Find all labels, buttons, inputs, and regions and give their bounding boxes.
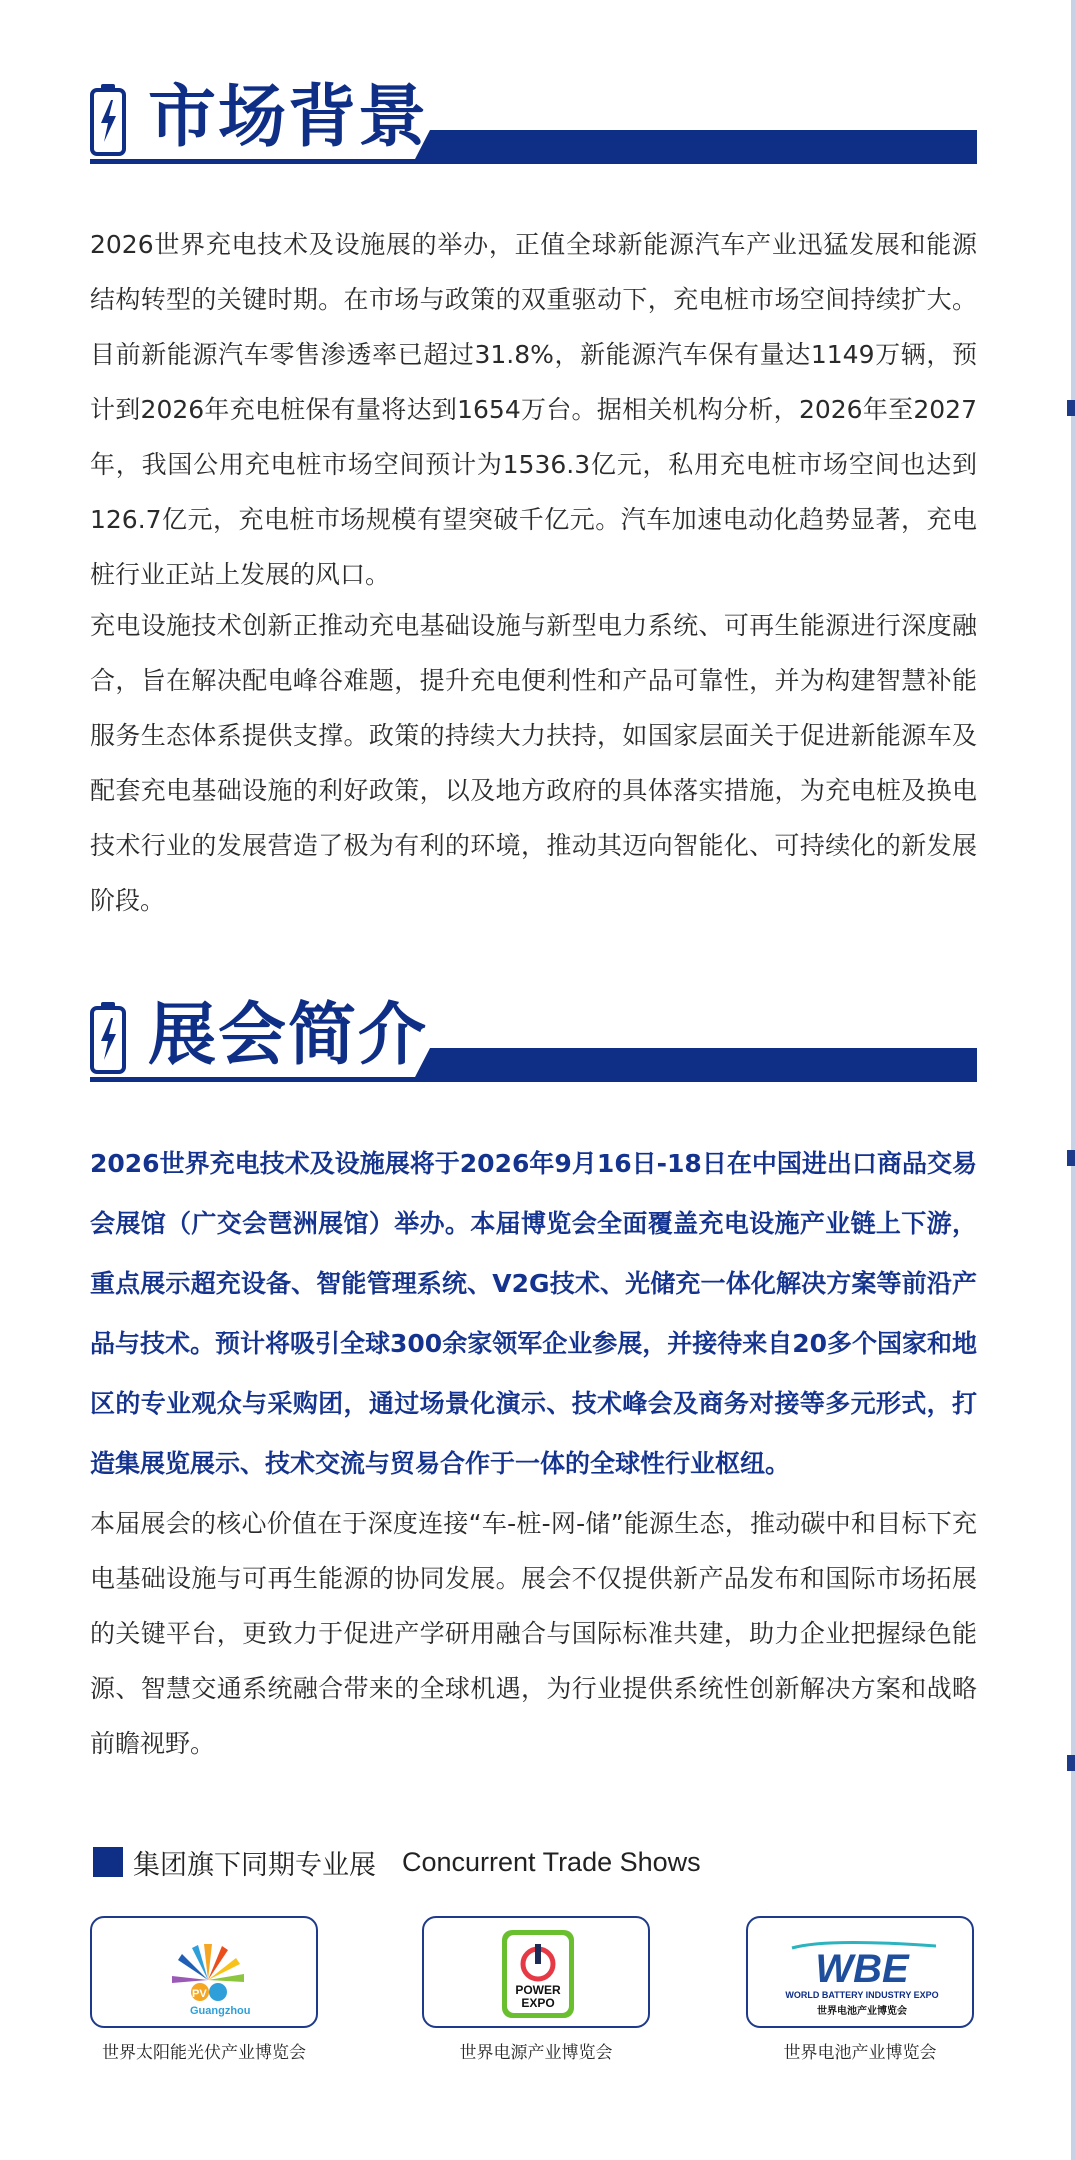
power-expo-logo: [496, 1928, 580, 2020]
logo-caption: 世界太阳能光伏产业博览会: [102, 2043, 306, 2063]
wbe-mark-text: WBE: [815, 1947, 909, 1988]
paragraph: 2026世界充电技术及设施展的举办，正值全球新能源汽车产业迅猛发展和能源结构转型的关键时期。在市场与政策的双重驱动下，充电桩市场空间持续扩大。目前新能源汽车零售渗透率已超过31.8%，新能源汽车保有量达1149万辆，预计到2026年充电桩保有量将达到1654万台。据相关机构分析，2026年至2027年，我国公用充电桩市场空间预计为1536.3亿元，私用充电桩市场空间也达到126.7亿元，充电桩市场规模有望突破千亿元。汽车加速电动化趋势显著，充电桩行业正站上发展的风口。: [90, 230, 977, 589]
wbe-logo-cn: 世界电池产业博览会: [817, 2006, 907, 2017]
section-title: 市场背景: [148, 78, 429, 157]
wbe-logo-mark: [786, 1938, 938, 1988]
logo-card-wbe[interactable]: [746, 1916, 974, 2028]
battery-bolt-icon: [90, 1002, 126, 1074]
section-header-exhibition-intro: [90, 996, 977, 1082]
battery-bolt-icon: [90, 84, 126, 156]
pv-mark-text: PV: [192, 1988, 207, 2000]
logo-caption: 世界电源产业博览会: [459, 2043, 613, 2063]
right-edge-tick: [1067, 1150, 1075, 1166]
wbe-logo-en: WORLD BATTERY INDUSTRY EXPO: [785, 1990, 939, 2000]
pv-sunburst-logo: [152, 1928, 262, 2020]
section-title: 展会简介: [148, 996, 429, 1075]
power-logo-line1: POWER: [515, 1983, 561, 1997]
right-edge-tick: [1067, 1755, 1075, 1771]
concurrent-label-en: Concurrent Trade Shows: [402, 1846, 701, 1877]
right-edge-strip: [1071, 0, 1075, 2160]
section-header-market-background: [90, 78, 977, 164]
power-logo-line2: EXPO: [521, 1996, 555, 2010]
concurrent-label-cn: 集团旗下同期专业展: [133, 1849, 376, 1881]
concurrent-shows-heading: [93, 1844, 701, 1880]
logo-card-pv-expo[interactable]: [90, 1916, 318, 2028]
heading-square-marker: [93, 1847, 123, 1877]
paragraph: 充电设施技术创新正推动充电基础设施与新型电力系统、可再生能源进行深度融合，旨在解决配电峰谷难题，提升充电便利性和产品可靠性，并为构建智慧补能服务生态体系提供支撑。政策的持续大力扶持，如国家层面关于促进新能源车及配套充电基础设施的利好政策，以及地方政府的具体落实措施，为充电桩及换电技术行业的发展营造了极为有利的环境，推动其迈向智能化、可持续化的新发展阶段。: [90, 611, 977, 915]
paragraph: 本届展会的核心价值在于深度连接“车-桩-网-储”能源生态，推动碳中和目标下充电基础设施与可再生能源的协同发展。展会不仅提供新产品发布和国际市场拓展的关键平台，更致力于促进产学研用融合与国际标准共建，助力企业把握绿色能源、智慧交通系统融合带来的全球机遇，为行业提供系统性创新解决方案和战略前瞻视野。: [90, 1509, 977, 1758]
logo-card-power-expo[interactable]: [422, 1916, 650, 2028]
right-edge-tick: [1067, 400, 1075, 416]
logo-caption: 世界电池产业博览会: [783, 2043, 937, 2063]
pv-logo-text: Guangzhou: [190, 2005, 251, 2017]
highlight-paragraph: 2026世界充电技术及设施展将于2026年9月16日-18日在中国进出口商品交易会展馆（广交会琶洲展馆）举办。本届博览会全面覆盖充电设施产业链上下游，重点展示超充设备、智能管理系统、V2G技术、光储充一体化解决方案等前沿产品与技术。预计将吸引全球300余家领军企业参展，并接待来自20多个国家和地区的专业观众与采购团，通过场景化演示、技术峰会及商务对接等多元形式，打造集展览展示、技术交流与贸易合作于一体的全球性行业枢纽。: [90, 1149, 977, 1478]
